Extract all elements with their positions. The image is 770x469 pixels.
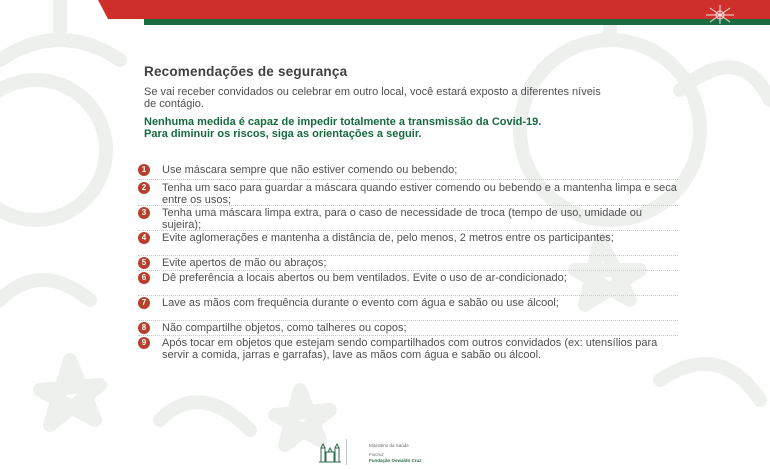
item-number-badge: 6 <box>138 272 150 284</box>
item-text: Após tocar em objetos que estejam sendo compartilhados com outros convidados (ex: utensílios para servir a comida, jarras e garrafas), lave as mãos com água e sabão ou álcool. <box>162 337 658 361</box>
item-number-badge: 5 <box>138 257 150 269</box>
warning-paragraph: Nenhuma medida é capaz de impedir totalmente a transmissão da Covid-19. Para diminuir os riscos, siga as orientações a seguir. <box>144 116 542 140</box>
divider <box>138 270 678 271</box>
item-number-badge: 1 <box>138 164 150 176</box>
fiocruz-castle-icon <box>318 440 342 464</box>
divider <box>138 335 678 336</box>
divider <box>138 179 678 180</box>
section-heading: Recomendações de segurança <box>144 64 348 79</box>
item-text: Evite apertos de mão ou abraços; <box>162 257 327 269</box>
divider <box>138 295 678 296</box>
item-text: Evite aglomerações e mantenha a distância de, pelo menos, 2 metros entre os participantes; <box>162 232 614 244</box>
item-number-badge: 8 <box>138 322 150 334</box>
divider <box>138 320 678 321</box>
ministry-label: Ministério da Saúde <box>369 443 409 448</box>
intro-paragraph: Se vai receber convidados ou celebrar em outro local, você estará exposto a diferentes níveis de contágio. <box>144 86 601 110</box>
item-number-badge: 3 <box>138 207 150 219</box>
item-text: Dê preferência a locais abertos ou bem ventilados. Evite o uso de ar-condicionado; <box>162 272 567 284</box>
item-text: Use máscara sempre que não estiver comendo ou bebendo; <box>162 164 458 176</box>
item-text: Tenha um saco para guardar a máscara quando estiver comendo ou bebendo e a mantenha limpa e seca entre os usos; <box>162 182 677 206</box>
item-text: Não compartilhe objetos, como talheres ou copos; <box>162 322 407 334</box>
item-number-badge: 9 <box>138 337 150 349</box>
item-text: Tenha uma máscara limpa extra, para o caso de necessidade de troca (tempo de uso, umidade ou sujeira); <box>162 207 642 231</box>
org-label <box>369 452 422 463</box>
footer-divider <box>346 439 347 465</box>
divider <box>138 230 678 231</box>
item-number-badge: 4 <box>138 232 150 244</box>
divider <box>138 255 678 256</box>
org-line-2: Fundação Oswaldo Cruz <box>369 457 422 463</box>
item-number-badge: 7 <box>138 297 150 309</box>
item-text: Lave as mãos com frequência durante o evento com água e sabão ou use álcool; <box>162 297 559 309</box>
item-number-badge: 2 <box>138 182 150 194</box>
org-line-1: Fiocruz <box>369 452 384 457</box>
divider <box>138 205 678 206</box>
